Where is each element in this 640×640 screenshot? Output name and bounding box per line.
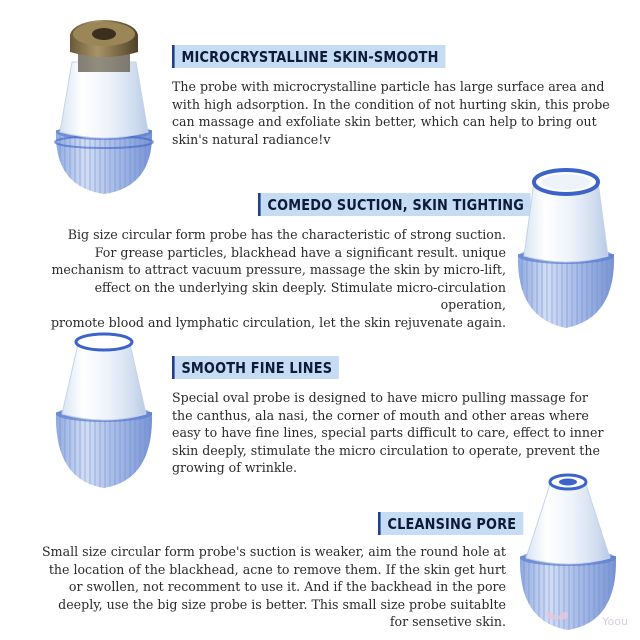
- section-title: SMOOTH FINE LINES: [172, 356, 339, 379]
- probe-oval-image: [44, 322, 164, 506]
- section-title: MICROCRYSTALLINE SKIN-SMOOTH: [172, 45, 446, 68]
- probe-microcrystalline-image: [44, 12, 164, 206]
- butterfly-logo-icon: [544, 608, 570, 632]
- section-title: CLEANSING PORE: [378, 512, 523, 535]
- section-title: COMEDO SUCTION, SKIN TIGHTING: [258, 193, 531, 216]
- section-body: Special oval probe is designed to have micro pulling massage for the canthus, ala nasi, the corner of mouth and other areas where easy to have fine lines, special parts difficult to care, effect to inner skin deeply, stimulate the micro circulation to operate, prevent the growing of wrinkle.: [172, 390, 604, 475]
- section-body: The probe with microcrystalline particle has large surface area and with high adsorption. In the condition of not hurting skin, this probe can massage and exfoliate skin better, which can help to bring out skin's natural radiance!v: [172, 79, 610, 147]
- section-body: Small size circular form probe's suction is weaker, aim the round hole at the location of the blackhead, acne to remove them. If the skin get hurt or swollen, not recomment to use it. And if the backhead in the pore deeply, use the big size probe is better. This small size probe suitablte for sensetive skin.: [42, 544, 506, 629]
- section-body: Big size circular form probe has the characteristic of strong suction. For grease particles, blackhead have a significant result. unique mechanism to attract vacuum pressure, massage the skin by micro-lift, effect on the underlying skin deeply. Stimulate micro-circulation operation, promote blood and lymphatic circulation, let the skin rejuvenate again.: [50, 227, 506, 330]
- probe-large-circular-image: [506, 158, 626, 352]
- watermark-text: Yoou: [602, 615, 628, 628]
